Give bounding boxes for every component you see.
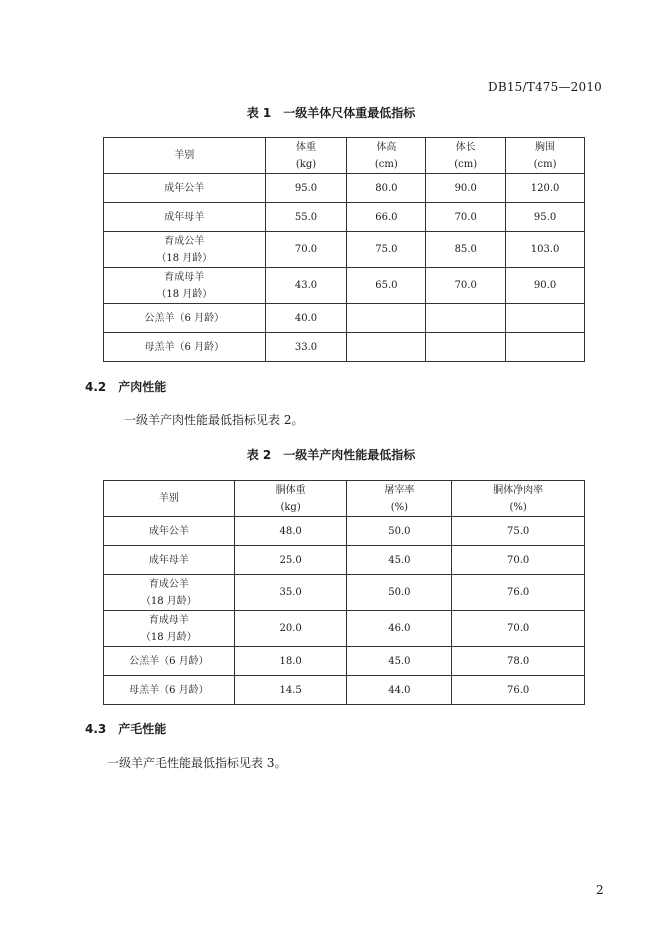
table2-cell: 46.0 bbox=[347, 611, 452, 647]
table2-cell: 76.0 bbox=[452, 676, 585, 705]
table2-cell: 70.0 bbox=[452, 611, 585, 647]
table2-header-row bbox=[104, 481, 585, 517]
table1-cell: 95.0 bbox=[506, 203, 585, 232]
table2-cell: 48.0 bbox=[234, 517, 347, 546]
section-4-2-paragraph: 一级羊产肉性能最低指标见表 2。 bbox=[124, 413, 304, 427]
table1-header-row bbox=[104, 138, 585, 174]
document-code: DB15/T475—2010 bbox=[488, 80, 602, 94]
table2-cell-category: 成年母羊 bbox=[104, 546, 235, 575]
table2-cell: 44.0 bbox=[347, 676, 452, 705]
table1-cell: 75.0 bbox=[347, 232, 426, 268]
table1-cell bbox=[426, 304, 506, 333]
table2-header-cell: 屠宰率 (%) bbox=[347, 481, 452, 517]
table-row bbox=[104, 517, 585, 546]
table-row bbox=[104, 546, 585, 575]
table1-cell-category: 公羔羊（6 月龄） bbox=[104, 304, 266, 333]
table1-cell: 70.0 bbox=[426, 268, 506, 304]
table1-cell-category: 成年母羊 bbox=[104, 203, 266, 232]
table2-cell: 76.0 bbox=[452, 575, 585, 611]
table1-cell: 43.0 bbox=[265, 268, 347, 304]
table1-cell bbox=[506, 333, 585, 362]
table1-header-cell: 胸围 (cm) bbox=[506, 138, 585, 174]
table1-header-cell: 体重 (kg) bbox=[265, 138, 347, 174]
table1-cell bbox=[426, 333, 506, 362]
table-row bbox=[104, 676, 585, 705]
table-row bbox=[104, 174, 585, 203]
table1 bbox=[103, 137, 585, 362]
table1-cell: 95.0 bbox=[265, 174, 347, 203]
table2-cell: 20.0 bbox=[234, 611, 347, 647]
table-row bbox=[104, 647, 585, 676]
section-4-3-paragraph: 一级羊产毛性能最低指标见表 3。 bbox=[107, 756, 287, 770]
table1-cell bbox=[347, 333, 426, 362]
table2-header-cell: 胴体净肉率 (%) bbox=[452, 481, 585, 517]
table1-cell: 90.0 bbox=[426, 174, 506, 203]
table2-caption: 表 2 一级羊产肉性能最低指标 bbox=[246, 448, 416, 462]
table1-cell: 55.0 bbox=[265, 203, 347, 232]
table-row bbox=[104, 611, 585, 647]
table1-cell-category: 成年公羊 bbox=[104, 174, 266, 203]
table1-cell: 66.0 bbox=[347, 203, 426, 232]
table2-cell-category: 母羔羊（6 月龄） bbox=[104, 676, 235, 705]
section-number: 4.3 bbox=[85, 722, 107, 736]
table1-header-cell: 体高 (cm) bbox=[347, 138, 426, 174]
table2-cell-category: 成年公羊 bbox=[104, 517, 235, 546]
table1-cell bbox=[506, 304, 585, 333]
table2-cell-category: 育成公羊 （18 月龄） bbox=[104, 575, 235, 611]
table1-cell: 70.0 bbox=[265, 232, 347, 268]
table2-cell: 18.0 bbox=[234, 647, 347, 676]
table2-cell-category: 育成母羊 （18 月龄） bbox=[104, 611, 235, 647]
table1-cell: 70.0 bbox=[426, 203, 506, 232]
section-4-2-heading bbox=[85, 378, 166, 395]
table1-cell-category: 育成公羊 （18 月龄） bbox=[104, 232, 266, 268]
table-row bbox=[104, 203, 585, 232]
section-title: 产肉性能 bbox=[118, 380, 167, 394]
table2 bbox=[103, 480, 585, 705]
table2-cell: 50.0 bbox=[347, 575, 452, 611]
table1-cell bbox=[347, 304, 426, 333]
table2-header-cell: 羊别 bbox=[104, 481, 235, 517]
table-row bbox=[104, 232, 585, 268]
table2-cell: 35.0 bbox=[234, 575, 347, 611]
table1-caption: 表 1 一级羊体尺体重最低指标 bbox=[246, 106, 416, 120]
table1-cell: 90.0 bbox=[506, 268, 585, 304]
table2-cell: 25.0 bbox=[234, 546, 347, 575]
table2-cell-category: 公羔羊（6 月龄） bbox=[104, 647, 235, 676]
table2-cell: 45.0 bbox=[347, 546, 452, 575]
section-4-3-heading bbox=[85, 720, 166, 737]
table2-cell: 70.0 bbox=[452, 546, 585, 575]
table1-header-cell: 体长 (cm) bbox=[426, 138, 506, 174]
table2-cell: 75.0 bbox=[452, 517, 585, 546]
table-row bbox=[104, 304, 585, 333]
table1-cell: 103.0 bbox=[506, 232, 585, 268]
table-row bbox=[104, 333, 585, 362]
table1-cell: 40.0 bbox=[265, 304, 347, 333]
table2-cell: 78.0 bbox=[452, 647, 585, 676]
table1-header-cell: 羊别 bbox=[104, 138, 266, 174]
table-row bbox=[104, 268, 585, 304]
table1-cell: 120.0 bbox=[506, 174, 585, 203]
table2-cell: 45.0 bbox=[347, 647, 452, 676]
table1-cell-category: 育成母羊 （18 月龄） bbox=[104, 268, 266, 304]
table1-cell: 65.0 bbox=[347, 268, 426, 304]
table2-cell: 50.0 bbox=[347, 517, 452, 546]
section-title: 产毛性能 bbox=[118, 722, 167, 736]
table1-cell: 33.0 bbox=[265, 333, 347, 362]
table1-cell: 85.0 bbox=[426, 232, 506, 268]
table1-cell: 80.0 bbox=[347, 174, 426, 203]
table2-cell: 14.5 bbox=[234, 676, 347, 705]
page-number: 2 bbox=[596, 883, 604, 897]
table-row bbox=[104, 575, 585, 611]
table1-cell-category: 母羔羊（6 月龄） bbox=[104, 333, 266, 362]
table2-header-cell: 胴体重 (kg) bbox=[234, 481, 347, 517]
section-number: 4.2 bbox=[85, 380, 107, 394]
